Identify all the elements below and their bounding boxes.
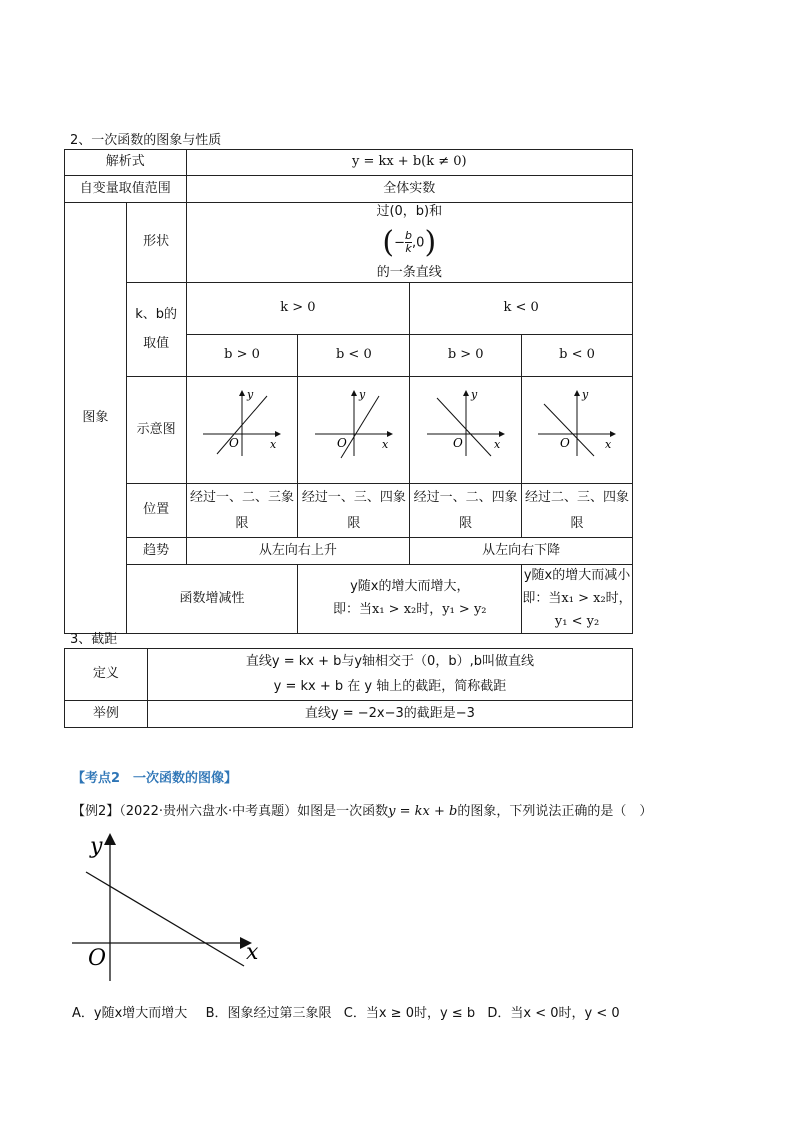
sketch-kpos-bpos [197, 386, 287, 466]
b-case: b < 0 [522, 335, 633, 377]
option-b[interactable]: B．图象经过第三象限 [205, 1006, 332, 1021]
diagram-cell [410, 377, 522, 484]
def-line1: 直线y = kx + b与y轴相交于（0，b）,b叫做直线 [245, 653, 534, 669]
axis-x: x [270, 437, 277, 451]
mono-down [522, 565, 633, 634]
shape-line3: 的一条直线 [376, 264, 442, 280]
formula-label: 解析式 [65, 150, 187, 176]
ex2-origin: O [88, 946, 107, 971]
def-line2: y = kx + b 在 y 轴上的截距，简称截距 [273, 678, 507, 694]
mono-up-2: 即：当x₁ > x₂时，y₁ > y₂ [333, 602, 487, 618]
shape-frac-num: b [405, 228, 413, 242]
axis-y: y [358, 387, 366, 401]
diagram-label: 示意图 [126, 377, 186, 484]
diagram-cell [186, 377, 298, 484]
mono-up-1: y随x的增大而增大， [350, 579, 470, 595]
shape-line1: 过(0，b)和 [376, 204, 443, 220]
def-label: 定义 [65, 649, 148, 701]
axis-y: y [582, 387, 589, 401]
domain-value: 全体实数 [186, 176, 632, 203]
position-value: 经过一、三、四象限 [298, 484, 410, 538]
ex2-axis-x: x [246, 940, 259, 965]
b-case: b < 0 [298, 335, 410, 377]
example2-prefix: 【例2】（2022·贵州六盘水·中考真题）如图是一次函数 [72, 804, 389, 819]
ex2-axis-y: y [90, 834, 103, 859]
origin: O [229, 435, 239, 450]
shape-frac-den: k [405, 242, 412, 255]
example-value: 直线y = −2x−3的截距是−3 [147, 701, 632, 728]
kaodian-heading: 【考点2 一次函数的图像】 [72, 771, 238, 786]
example2-graph [60, 825, 280, 985]
position-value: 经过二、三、四象限 [522, 484, 633, 538]
shape-label: 形状 [126, 203, 186, 283]
mono-up [298, 565, 522, 634]
axis-x: x [605, 437, 612, 451]
diagram-cell [298, 377, 410, 484]
axis-y: y [470, 387, 477, 401]
sketch-kpos-bneg [309, 386, 399, 466]
mono-down-1: y随x的增大而减小 [523, 568, 631, 583]
graph-label: 图象 [65, 203, 127, 634]
origin: O [336, 435, 347, 450]
axis-y: y [247, 387, 254, 401]
trend-label: 趋势 [126, 538, 186, 565]
position-label: 位置 [126, 484, 186, 538]
formula-value: y = kx + b(k ≠ 0) [186, 150, 632, 176]
k-neg: k < 0 [410, 283, 633, 335]
mono-down-2: 即：当x₁ > x₂时，y₁ < y₂ [522, 590, 632, 629]
position-value: 经过一、二、三象限 [186, 484, 298, 538]
b-case: b > 0 [410, 335, 522, 377]
example2-suffix: 的图象，下列说法正确的是（ ） [457, 804, 653, 819]
trend-down: 从左向右下降 [410, 538, 633, 565]
b-case: b > 0 [186, 335, 298, 377]
options-row [72, 1002, 620, 1021]
kb-label-text: k、b的取值 [135, 306, 177, 351]
section2-title: 2、一次函数的图象与性质 [70, 133, 222, 148]
shape-minus: − [394, 235, 406, 250]
sketch-kneg-bpos [421, 386, 511, 466]
position-value: 经过一、二、四象限 [410, 484, 522, 538]
example2-question [72, 800, 652, 819]
origin: O [560, 435, 570, 450]
option-d[interactable]: D．当x < 0时，y < 0 [487, 1006, 620, 1021]
intercept-table [64, 648, 633, 728]
sketch-kneg-bneg [532, 386, 622, 466]
example-label: 举例 [65, 701, 148, 728]
domain-label: 自变量取值范围 [65, 176, 187, 203]
option-c[interactable]: C．当x ≥ 0时，y ≤ b [343, 1006, 476, 1021]
k-pos: k > 0 [186, 283, 410, 335]
kb-label [126, 283, 186, 377]
properties-table [64, 149, 633, 634]
axis-x: x [493, 437, 500, 451]
shape-zero: 0 [416, 235, 425, 250]
diagram-cell [522, 377, 633, 484]
mono-label: 函数增减性 [126, 565, 298, 634]
axis-x: x [381, 437, 389, 451]
option-a[interactable]: A．y随x增大而增大 [72, 1006, 188, 1021]
trend-up: 从左向右上升 [186, 538, 410, 565]
example2-formula: y = kx + b [388, 804, 458, 819]
shape-point: ($-\frac{b}{k}$ ,0) [382, 224, 437, 260]
section3-title: 3、截距 [70, 632, 118, 647]
shape-value [186, 203, 632, 283]
origin: O [452, 435, 463, 450]
def-value [147, 649, 632, 701]
